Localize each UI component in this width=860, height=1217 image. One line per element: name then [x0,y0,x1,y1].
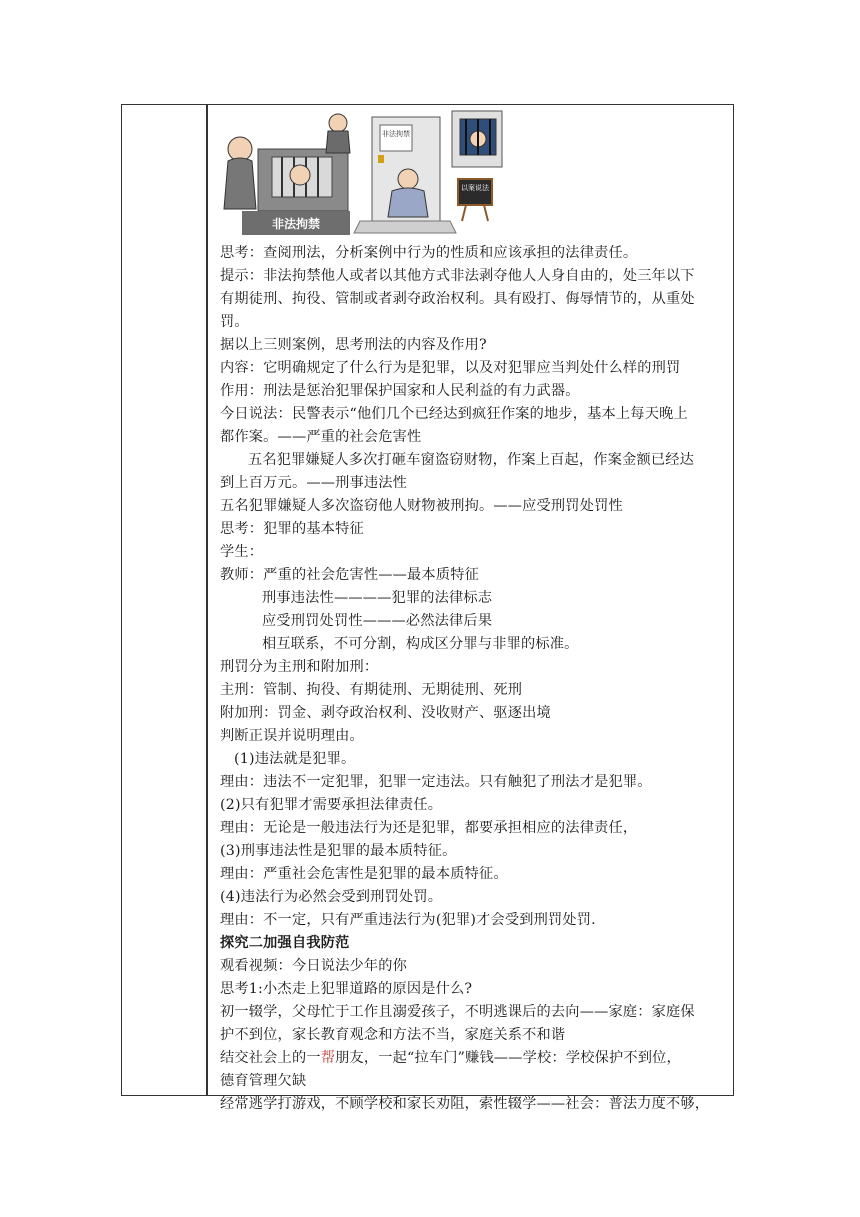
text-line: 教师：严重的社会危害性——最本质特征 [220,567,479,583]
text-line: 观看视频：今日说法少年的你 [220,958,408,974]
text-line: 提示：非法拘禁他人或者以其他方式非法剥夺他人人身自由的，处三年以下 [220,268,695,284]
text-line: 作用：刑法是惩治犯罪保护国家和人民利益的有力武器。 [220,383,580,399]
text-line: 理由：违法不一定犯罪，犯罪一定违法。只有触犯了刑法才是犯罪。 [220,774,652,790]
text-line: 刑事违法性————犯罪的法律标志 [262,590,493,606]
text-line: 主刑：管制、拘役、有期徒刑、无期徒刑、死刑 [220,682,523,698]
left-column-cell [122,105,208,1095]
highlighted-character: 帮 [320,1050,336,1066]
text-line: 相互联系，不可分割，构成区分罪与非罪的标准。 [262,636,579,652]
text-line: 五名犯罪嫌疑人多次打砸车窗盗窃财物，作案上百起，作案金额已经达 [248,452,695,468]
text-line: (4)违法行为必然会受到刑罚处罚。 [220,889,443,905]
text-line: 初一辍学，父母忙于工作且溺爱孩子，不明逃课后的去向——家庭：家庭保 [220,1004,695,1020]
text-line: 刑罚分为主刑和附加刑： [220,659,379,675]
text-line: (2)只有犯罪才需要承担法律责任。 [220,797,443,813]
lesson-text [220,242,730,1116]
text-line: 内容：它明确规定了什么行为是犯罪，以及对犯罪应当判处什么样的刑罚 [220,360,681,376]
text-line: 思考：查阅刑法，分析案例中行为的性质和应该承担的法律责任。 [220,245,638,261]
text-line: (3)刑事违法性是犯罪的最本质特征。 [220,843,457,859]
label-left: 非法拘禁 [271,217,321,231]
text-line: 都作案。——严重的社会危害性 [220,429,422,445]
text-line: 应受刑罚处罚性———必然法律后果 [262,613,493,629]
text-line: 理由：不一定，只有严重违法行为(犯罪)才会受到刑罚处罚. [220,912,596,928]
illegal-detention-picture [224,114,350,235]
text-line: 理由：严重社会危害性是犯罪的最本质特征。 [220,866,508,882]
label-door: 非法拘禁 [382,130,410,138]
text-line: 到上百万元。——刑事违法性 [220,475,408,491]
text-line: (1)违法就是犯罪。 [234,751,356,767]
text-line: 学生： [220,544,264,560]
text-line: 判断正误并说明理由。 [220,728,364,744]
text-line: 探究二加强自我防范 [220,935,350,951]
text-line [220,1047,730,1070]
text-line: 经常逃学打游戏，不顾学校和家长劝阻，索性辍学——社会：普法力度不够， [220,1096,710,1112]
text-line: 今日说法：民警表示“他们几个已经达到疯狂作案的地步，基本上每天晚上 [220,406,688,422]
text-segment: 结交社会上的一 [220,1050,321,1066]
text-line: 附加刑：罚金、剥夺政治权利、没收财产、驱逐出境 [220,705,551,721]
text-line: 理由：无论是一般违法行为还是犯罪，都要承担相应的法律责任， [220,820,638,836]
text-line: 护不到位，家长教育观念和方法不当，家庭关系不和谐 [220,1027,566,1043]
text-line: 思考：犯罪的基本特征 [220,521,364,537]
lesson-table [121,104,734,1112]
text-line: 罚。 [220,314,249,330]
text-line: 有期徒刑、拘役、管制或者剥夺政治权利。具有殴打、侮辱情节的，从重处 [220,291,695,307]
column-divider [206,105,207,1095]
case-illustration [220,109,505,237]
text-line: 思考1:小杰走上犯罪道路的原因是什么? [220,981,473,997]
text-line: 五名犯罪嫌疑人多次盗窃他人财物被刑拘。——应受刑罚处罚性 [220,498,623,514]
text-line: 据以上三则案例，思考刑法的内容及作用? [220,337,487,353]
text-segment: 朋友，一起“拉车门”赚钱——学校：学校保护不到位， [335,1050,681,1066]
label-sign: 以案说法 [461,184,489,192]
text-line: 德育管理欠缺 [220,1073,307,1089]
case-law-picture [354,111,502,233]
